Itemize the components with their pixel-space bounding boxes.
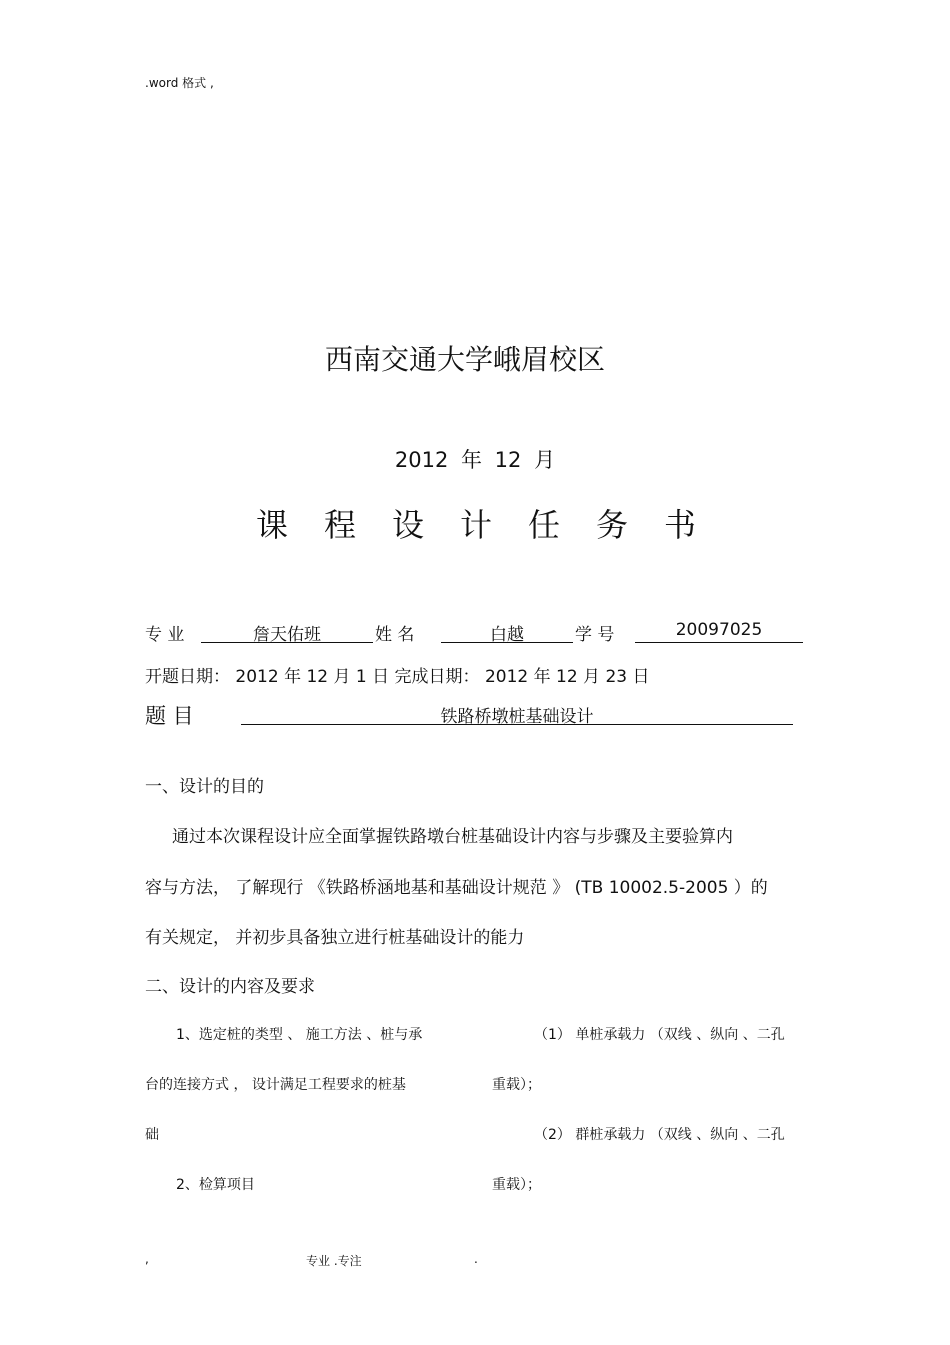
section2-right-line: （2） 群桩承载力 （双线 、纵向 、二孔 bbox=[534, 1127, 785, 1143]
document-date: 2012 年 12 月 bbox=[394, 448, 556, 472]
page-header: .word 格式 , bbox=[145, 76, 214, 90]
name-label: 姓 名 bbox=[375, 625, 415, 645]
section2-left-line: 础 bbox=[145, 1127, 159, 1143]
topic-label: 题 目 bbox=[145, 704, 194, 728]
footer-right: . bbox=[474, 1252, 478, 1266]
name-value: 白越 bbox=[441, 620, 573, 643]
section2-left-line: 2、检算项目 bbox=[176, 1177, 255, 1193]
section2-right-line: 重载）； bbox=[492, 1177, 541, 1193]
section1-line1: 通过本次课程设计应全面掌握铁路墩台桩基础设计内容与步骤及主要验算内 bbox=[172, 827, 733, 847]
dates-line: 开题日期： 2012 年 12 月 1 日 完成日期： 2012 年 12 月 23 日 bbox=[145, 667, 650, 687]
footer-center: 专业 .专注 bbox=[306, 1254, 362, 1268]
student-info-row bbox=[145, 620, 805, 644]
section2-right-line: 重载）； bbox=[492, 1077, 541, 1093]
major-value: 詹天佑班 bbox=[201, 620, 373, 643]
school-name: 西南交通大学峨眉校区 bbox=[324, 343, 605, 376]
major-label: 专 业 bbox=[145, 625, 185, 645]
section2-left-line: 台的连接方式 ， 设计满足工程要求的桩基 bbox=[145, 1077, 406, 1093]
footer-left: , bbox=[145, 1252, 149, 1266]
topic-row bbox=[145, 700, 805, 728]
topic-value: 铁路桥墩桩基础设计 bbox=[241, 702, 793, 725]
section2-heading: 二、设计的内容及要求 bbox=[145, 977, 315, 997]
document-title: 课程设计任务书 bbox=[256, 506, 733, 544]
section1-heading: 一、设计的目的 bbox=[145, 777, 264, 797]
section1-line2: 容与方法， 了解现行 《铁路桥涵地基和基础设计规范 》 (TB 10002.5-2005 ）的 bbox=[145, 878, 768, 898]
section1-line3: 有关规定， 并初步具备独立进行桩基础设计的能力 bbox=[145, 928, 525, 948]
id-value: 20097025 bbox=[635, 620, 803, 643]
section2-left-line: 1、选定桩的类型 、 施工方法 、桩与承 bbox=[176, 1027, 423, 1043]
section2-right-line: （1） 单桩承载力 （双线 、纵向 、二孔 bbox=[534, 1027, 785, 1043]
id-label: 学 号 bbox=[575, 625, 615, 645]
